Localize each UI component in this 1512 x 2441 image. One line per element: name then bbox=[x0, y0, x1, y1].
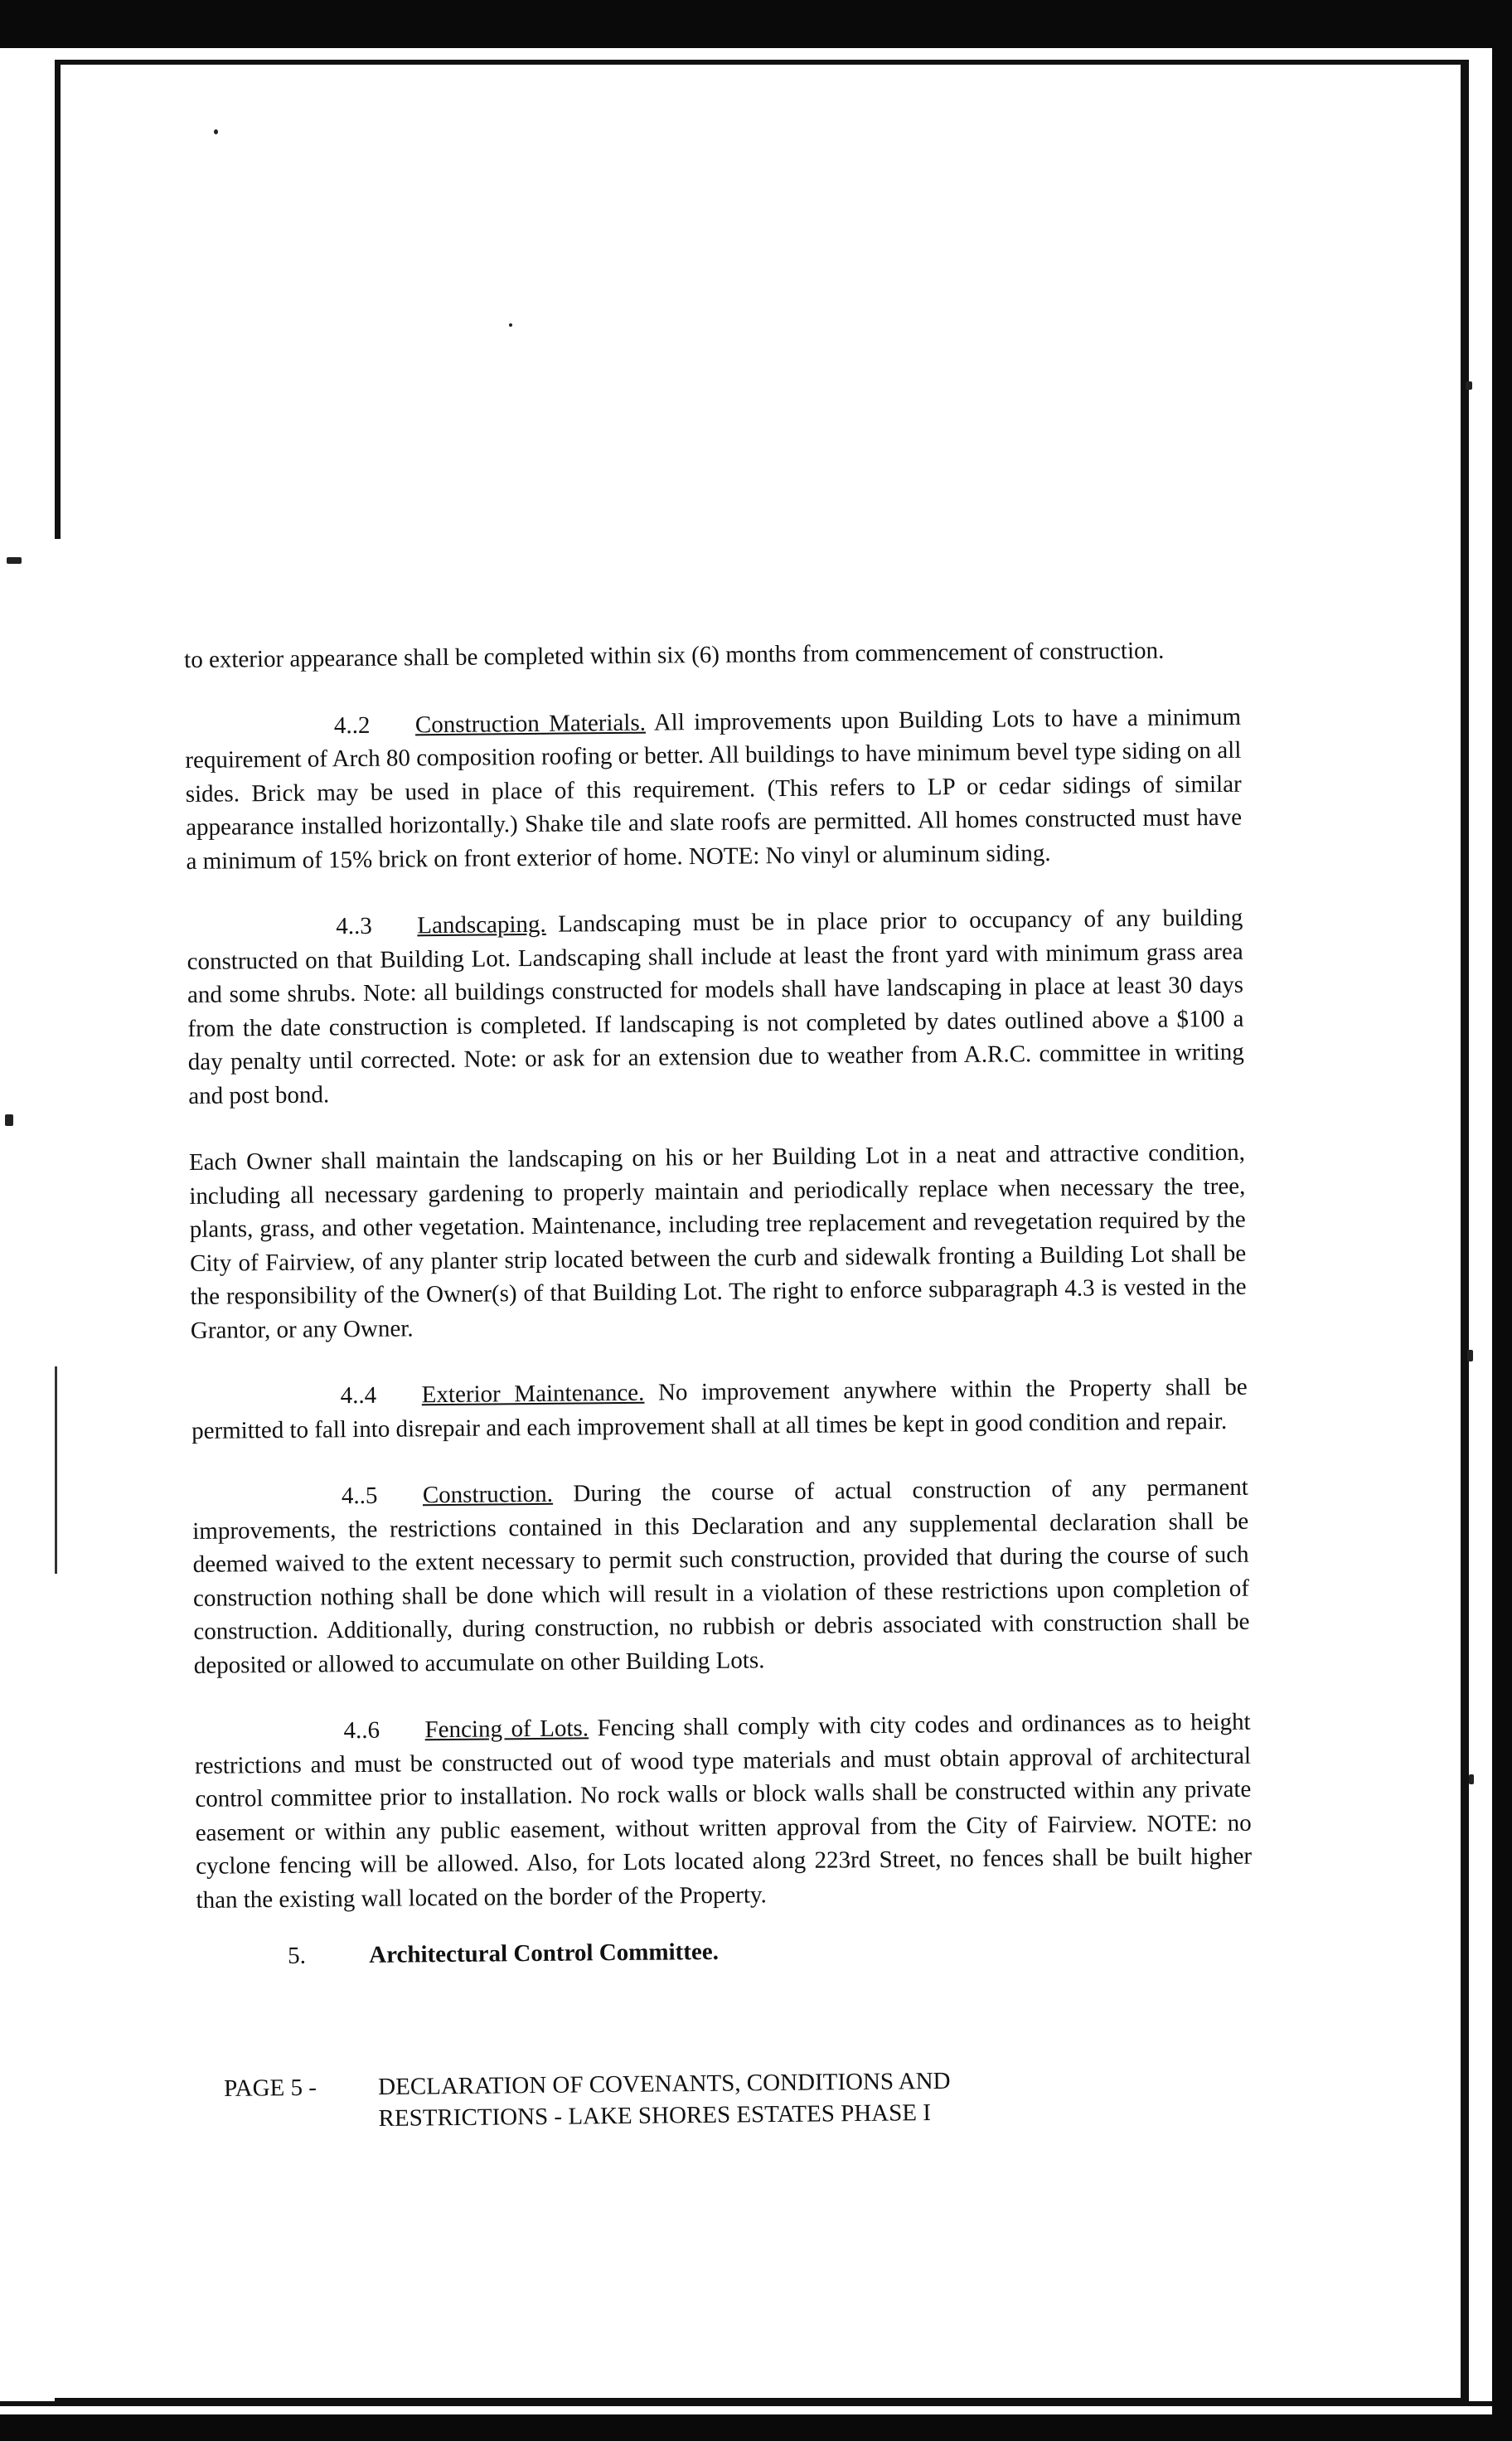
section-number: 4..6 bbox=[343, 1716, 380, 1745]
section-number: 4..4 bbox=[340, 1381, 377, 1410]
scan-right-border bbox=[1492, 0, 1512, 2441]
section-4-3 bbox=[187, 901, 1244, 1113]
section-title: Exterior Maintenance. bbox=[421, 1379, 645, 1409]
section-number: 4..2 bbox=[333, 711, 371, 739]
scan-speck bbox=[214, 129, 218, 134]
scan-speck bbox=[5, 1114, 13, 1126]
section-number: 4..5 bbox=[341, 1482, 378, 1510]
section-number: 4..3 bbox=[336, 912, 372, 940]
scan-speck bbox=[1467, 1350, 1473, 1361]
bottom-frame-rule bbox=[0, 2401, 1492, 2406]
left-frame-rule bbox=[55, 65, 61, 539]
scan-bottom-border bbox=[0, 2414, 1512, 2441]
scan-speck bbox=[1469, 1774, 1474, 1784]
section-4-4 bbox=[191, 1371, 1248, 1448]
section-title: Construction Materials. bbox=[414, 709, 647, 738]
left-margin-mark bbox=[55, 1366, 57, 1574]
footer-title-line-1: DECLARATION OF COVENANTS, CONDITIONS AND bbox=[378, 2067, 951, 2101]
section-body: Fencing shall comply with city codes and ordinances as to height restrictions and must be constructed out of wood type materials and must obtain approval of architectural control committee prior to installation. No rock walls or block walls shall be constructed within any private easement or within any public easement, without written approval from the City of Fairview. NOTE: no cyclone fencing will be allowed. Also, for Lots located along 223rd Street, no fences shall be built higher than the existing wall located on the border of the Property. bbox=[194, 1708, 1253, 1914]
section-body: During the course of actual construction of any permanent improvements, the restrictions contained in this Declaration and any supplemental declaration shall be deemed waived to the extent necessary to permit such construction, provided that during the course of such construction nothing shall be done which will result in a violation of these restrictions upon completion of construction. Additionally, during construction, no rubbish or debris associated with construction shall be deposited or allowed to accumulate on other Building Lots. bbox=[192, 1473, 1250, 1679]
section-title: Construction. bbox=[422, 1480, 554, 1509]
scan-speck bbox=[1466, 381, 1472, 390]
heading-number: 5. bbox=[288, 1942, 307, 1969]
section-body: All improvements upon Building Lots to have a minimum requirement of Arch 80 composition roofing or better. All buildings to have minimum bevel type siding on all sides. Brick may be used in place of this requirement. (This refers to LP or cedar sidings of similar appearance installed horizontally.) Shake tile and slate roofs are permitted. All homes constructed must have a minimum of 15% brick on front exterior of home. NOTE: No vinyl or aluminum siding. bbox=[185, 703, 1243, 875]
section-body: Landscaping must be in place prior to occupancy of any building constructed on that Building Lot. Landscaping shall include at least the front yard with minimum grass area and some shrubs. Note: all buildings constructed for models shall have landscaping in place at least 30 days from the date construction is completed. If landscaping is not completed by dates outlined above a $100 a day penalty until corrected. Note: or ask for an extension due to weather from A.R.C. committee in writing and post bond. bbox=[187, 904, 1244, 1109]
owner-maintenance-paragraph: Each Owner shall maintain the landscaping on his or her Building Lot in a neat and attractive condition, including all necessary gardening to properly maintain and periodically replace when necessary the tree, plants, grass, and other vegetation. Maintenance, including tree replacement and revegetation required by the City of Fairview, of any planter strip located between the curb and sidewalk fronting a Building Lot shall be the responsibility of the Owner(s) of that Building Lot. The right to enforce subparagraph 4.3 is vested in the Grantor, or any Owner. bbox=[188, 1138, 1247, 1344]
section-4-5 bbox=[192, 1471, 1250, 1682]
footer-title bbox=[378, 2065, 1042, 2134]
section-4-2 bbox=[185, 700, 1243, 878]
scan-speck bbox=[509, 323, 512, 327]
scan-speck bbox=[7, 557, 22, 564]
document-body bbox=[184, 633, 1253, 1974]
section-title: Landscaping. bbox=[417, 910, 546, 939]
footer-title-line-2: RESTRICTIONS - LAKE SHORES ESTATES PHASE I bbox=[378, 2099, 932, 2133]
section-title: Fencing of Lots. bbox=[424, 1715, 589, 1744]
section-body: No improvement anywhere within the Property shall be permitted to fall into disrepair and each improvement shall at all times be kept in good condition and repair. bbox=[191, 1373, 1248, 1444]
section-4-6 bbox=[194, 1706, 1252, 1917]
intro-paragraph: to exterior appearance shall be completed within six (6) months from commencement of construction. bbox=[184, 637, 1165, 673]
footer-page-label: PAGE 5 - bbox=[224, 2074, 317, 2102]
scan-top-border bbox=[0, 0, 1512, 48]
heading-text: Architectural Control Committee. bbox=[369, 1938, 720, 1968]
